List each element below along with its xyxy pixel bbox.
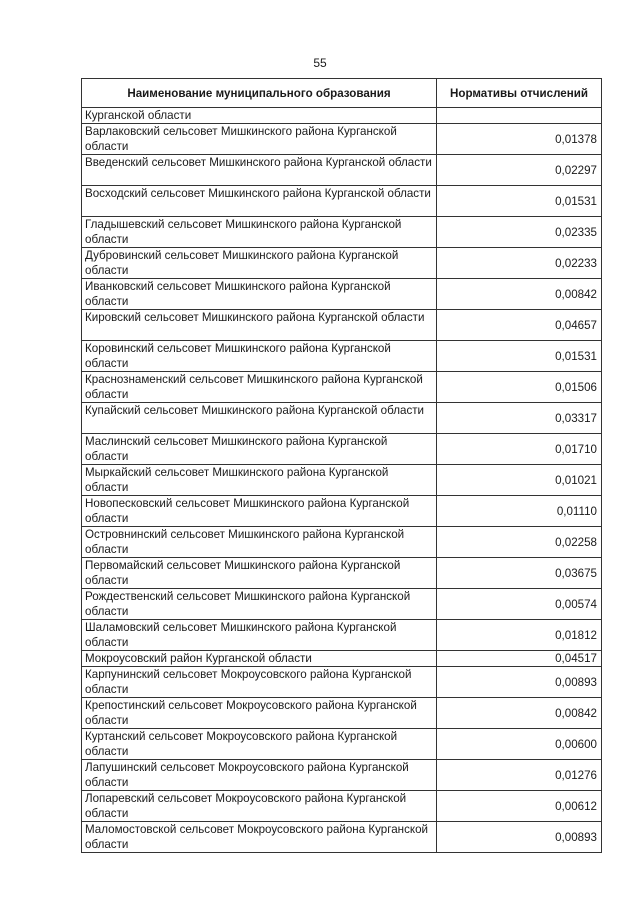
table-row <box>82 791 602 822</box>
table-row <box>82 341 602 372</box>
municipality-name-cell: Кировский сельсовет Мишкинского района Курганской области <box>82 310 437 341</box>
municipality-name-cell: Краснознаменский сельсовет Мишкинского района Курганской области <box>82 372 437 403</box>
norm-value-cell: 0,01110 <box>437 496 602 527</box>
table-row <box>82 527 602 558</box>
norm-value-cell: 0,04657 <box>437 310 602 341</box>
norm-value-cell: 0,00893 <box>437 822 602 853</box>
municipality-name-cell: Лапушинский сельсовет Мокроусовского района Курганской области <box>82 760 437 791</box>
municipality-name-cell: Лопаревский сельсовет Мокроусовского района Курганской области <box>82 791 437 822</box>
norm-value-cell: 0,01021 <box>437 465 602 496</box>
table-row <box>82 589 602 620</box>
table-row <box>82 186 602 217</box>
table-row <box>82 124 602 155</box>
norm-value-cell: 0,00842 <box>437 279 602 310</box>
page-number: 55 <box>313 56 327 70</box>
table-row <box>82 620 602 651</box>
municipality-name-cell: Варлаковский сельсовет Мишкинского района Курганской области <box>82 124 437 155</box>
norm-value-cell: 0,01378 <box>437 124 602 155</box>
table-row <box>82 155 602 186</box>
municipality-name-cell: Островнинский сельсовет Мишкинского района Курганской области <box>82 527 437 558</box>
municipality-name-cell: Крепостинский сельсовет Мокроусовского района Курганской области <box>82 698 437 729</box>
table-row <box>82 465 602 496</box>
norm-value-cell: 0,02297 <box>437 155 602 186</box>
municipality-name-cell: Карпунинский сельсовет Мокроусовского района Курганской области <box>82 667 437 698</box>
municipality-name-cell: Шаламовский сельсовет Мишкинского района Курганской области <box>82 620 437 651</box>
table-row <box>82 496 602 527</box>
municipality-name-cell: Купайский сельсовет Мишкинского района Курганской области <box>82 403 437 434</box>
municipality-name-cell: Иванковский сельсовет Мишкинского района Курганской области <box>82 279 437 310</box>
municipality-name-cell: Рождественский сельсовет Мишкинского района Курганской области <box>82 589 437 620</box>
municipality-name-cell: Коровинский сельсовет Мишкинского района Курганской области <box>82 341 437 372</box>
table-row <box>82 403 602 434</box>
norm-value-cell: 0,00842 <box>437 698 602 729</box>
norm-value-cell: 0,00600 <box>437 729 602 760</box>
table-row <box>82 279 602 310</box>
norm-value-cell <box>437 108 602 124</box>
header-municipality-name: Наименование муниципального образования <box>82 79 437 108</box>
norm-value-cell: 0,04517 <box>437 651 602 667</box>
table-row <box>82 108 602 124</box>
table-row <box>82 372 602 403</box>
municipality-name-cell: Маломостовской сельсовет Мокроусовского района Курганской области <box>82 822 437 853</box>
municipality-name-cell: Новопесковский сельсовет Мишкинского района Курганской области <box>82 496 437 527</box>
norm-value-cell: 0,01710 <box>437 434 602 465</box>
norm-value-cell: 0,02335 <box>437 217 602 248</box>
norm-value-cell: 0,00574 <box>437 589 602 620</box>
norm-value-cell: 0,00612 <box>437 791 602 822</box>
table-body <box>82 108 602 853</box>
table-row <box>82 558 602 589</box>
table-row <box>82 667 602 698</box>
norm-value-cell: 0,01276 <box>437 760 602 791</box>
municipality-name-cell: Маслинский сельсовет Мишкинского района Курганской области <box>82 434 437 465</box>
municipality-name-cell: Гладышевский сельсовет Мишкинского района Курганской области <box>82 217 437 248</box>
table-row <box>82 248 602 279</box>
municipality-name-cell: Первомайский сельсовет Мишкинского района Курганской области <box>82 558 437 589</box>
municipality-name-cell: Дубровинский сельсовет Мишкинского района Курганской области <box>82 248 437 279</box>
table-row <box>82 434 602 465</box>
norm-value-cell: 0,01531 <box>437 341 602 372</box>
municipality-name-cell: Куртанский сельсовет Мокроусовского района Курганской области <box>82 729 437 760</box>
norm-value-cell: 0,01531 <box>437 186 602 217</box>
norm-value-cell: 0,01812 <box>437 620 602 651</box>
norm-value-cell: 0,01506 <box>437 372 602 403</box>
table-row <box>82 729 602 760</box>
norm-value-cell: 0,02233 <box>437 248 602 279</box>
municipality-name-cell: Мокроусовский район Курганской области <box>82 651 437 667</box>
norm-value-cell: 0,00893 <box>437 667 602 698</box>
municipality-name-cell: Восходский сельсовет Мишкинского района Курганской области <box>82 186 437 217</box>
municipality-name-cell: Курганской области <box>82 108 437 124</box>
norm-value-cell: 0,03675 <box>437 558 602 589</box>
municipality-name-cell: Введенский сельсовет Мишкинского района Курганской области <box>82 155 437 186</box>
table-row <box>82 217 602 248</box>
norms-table <box>81 78 602 853</box>
table-header-row <box>82 79 602 108</box>
norm-value-cell: 0,02258 <box>437 527 602 558</box>
table-row <box>82 698 602 729</box>
table-row <box>82 310 602 341</box>
norm-value-cell: 0,03317 <box>437 403 602 434</box>
table-row <box>82 651 602 667</box>
table-row <box>82 760 602 791</box>
header-norms: Нормативы отчислений <box>437 79 602 108</box>
municipality-name-cell: Мыркайский сельсовет Мишкинского района Курганской области <box>82 465 437 496</box>
table-row <box>82 822 602 853</box>
